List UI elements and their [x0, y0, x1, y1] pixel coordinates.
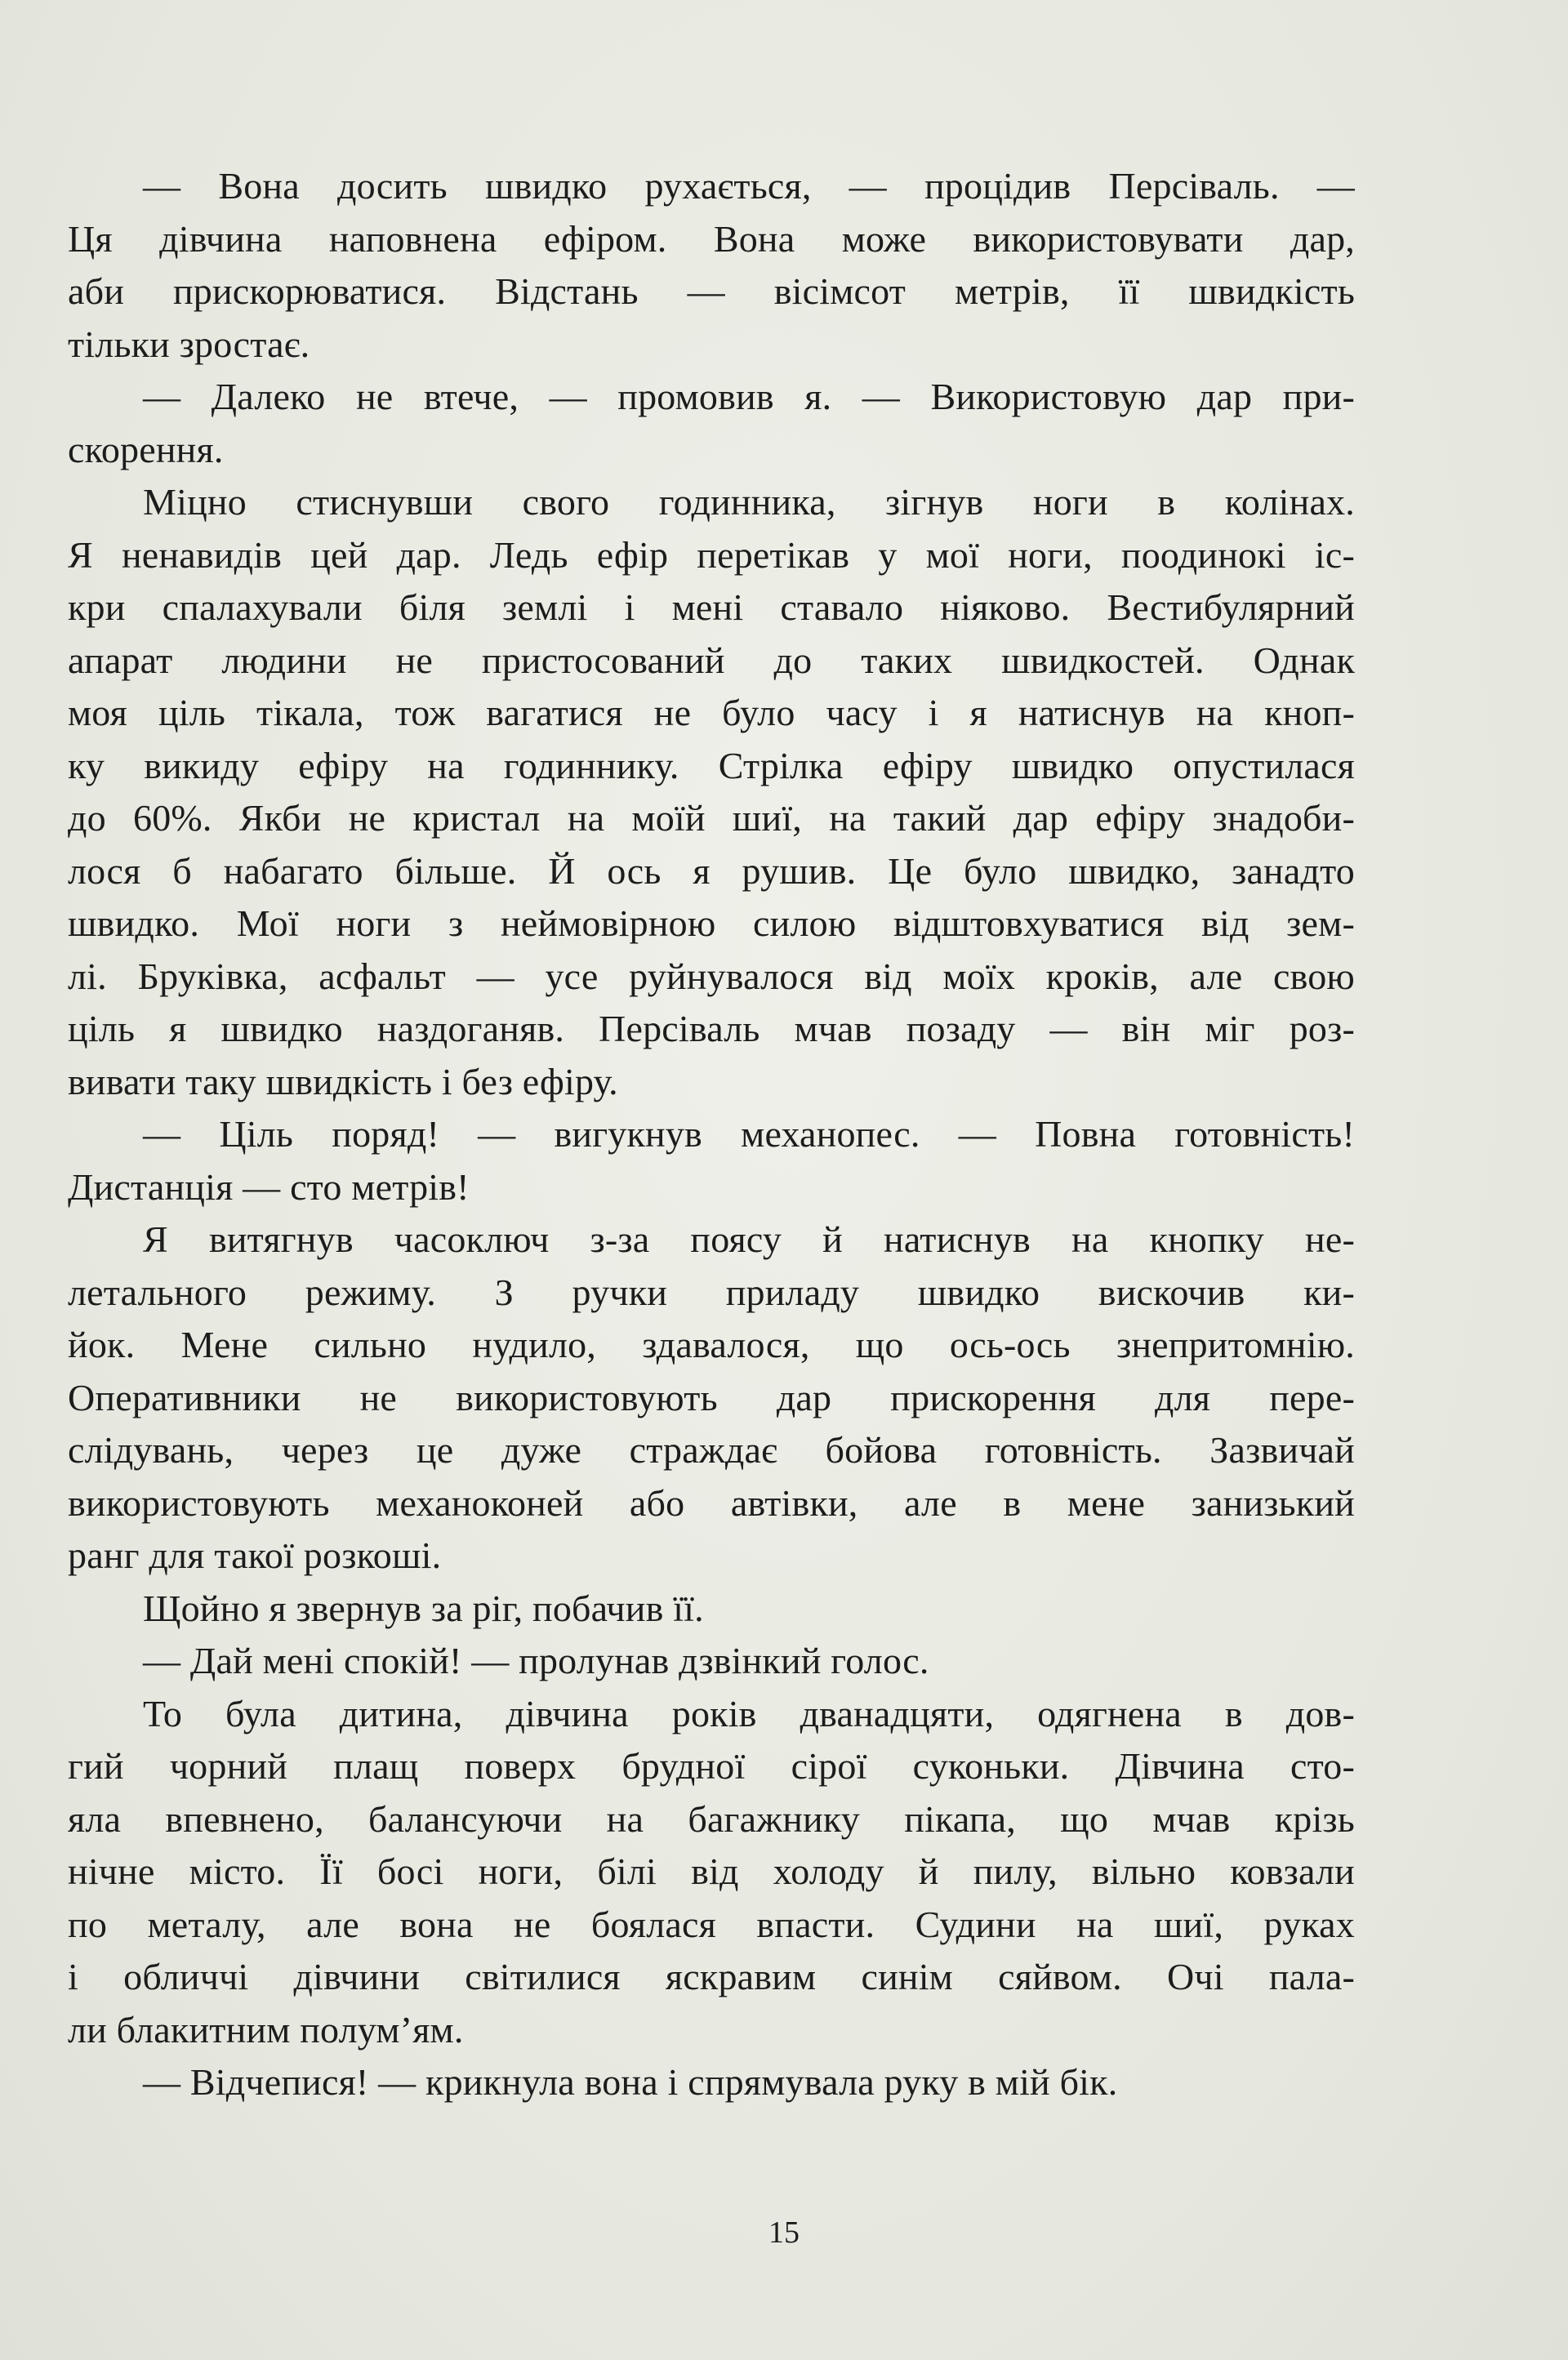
text-line: моя ціль тікала, тож вагатися не було часу і я натиснув на кноп-	[68, 692, 1355, 733]
text-line: апарат людини не пристосований до таких швидкостей. Однак	[68, 639, 1355, 681]
text-line: і обличчі дівчини світилися яскравим синім сяйвом. Очі пала-	[68, 1956, 1355, 1997]
text-line: аби прискорюватися. Відстань — вісімсот метрів, її швидкість	[68, 270, 1355, 312]
text-line: — Ціль поряд! — вигукнув механопес. — Повна готовність!	[143, 1113, 1355, 1155]
text-line: швидко. Мої ноги з неймовірною силою відштовхуватися від зем-	[68, 902, 1355, 944]
text-line: летального режиму. З ручки приладу швидко вискочив ки-	[68, 1271, 1355, 1313]
text-line: Дистанція — сто метрів!	[68, 1165, 470, 1208]
text-line: — Вона досить швидко рухається, — процідив Персіваль. —	[143, 165, 1355, 207]
text-line: Щойно я звернув за ріг, побачив її.	[143, 1587, 704, 1629]
text-line: Оперативники не використовують дар прискорення для пере-	[68, 1376, 1355, 1418]
text-line: Ця дівчина наповнена ефіром. Вона може використовувати дар,	[68, 217, 1355, 260]
text-line: ціль я швидко наздоганяв. Персіваль мчав позаду — він міг роз-	[68, 1008, 1355, 1049]
text-line: лі. Бруківка, асфальт — усе руйнувалося від моїх кроків, але свою	[68, 955, 1355, 997]
text-line: використовують механоконей або автівки, але в мене занизький	[68, 1481, 1355, 1524]
text-line: Я витягнув часоключ з-за поясу й натиснув на кнопку не-	[143, 1218, 1355, 1260]
text-line: То була дитина, дівчина років дванадцяти, одягнена в дов-	[143, 1692, 1355, 1734]
text-line: йок. Мене сильно нудило, здавалося, що ось-ось знепритомнію.	[68, 1324, 1355, 1365]
text-line: по металу, але вона не боялася впасти. Судини на шиї, руках	[68, 1903, 1355, 1945]
text-line: ку викиду ефіру на годиннику. Стрілка ефіру швидко опустилася	[68, 744, 1355, 786]
text-line: гий чорний плащ поверх брудної сірої суконьки. Дівчина сто-	[68, 1745, 1355, 1787]
text-line: лося б набагато більше. Й ось я рушив. Це було швидко, занадто	[68, 849, 1355, 892]
text-line: тільки зростає.	[68, 323, 310, 365]
text-line: кри спалахували біля землі і мені ставало ніяково. Вестибулярний	[68, 586, 1355, 628]
text-line: слідувань, через це дуже страждає бойова готовність. Зазвичай	[68, 1429, 1355, 1471]
text-line: ранг для такої розкоші.	[68, 1534, 442, 1576]
text-line: Міцно стиснувши свого годинника, зігнув ноги в колінах.	[143, 481, 1355, 523]
text-line: — Відчепися! — крикнула вона і спрямувала руку в мій бік.	[143, 2061, 1118, 2103]
book-page-text	[68, 160, 1355, 2109]
text-line: — Дай мені спокій! — пролунав дзвінкий голос.	[143, 1640, 929, 1681]
text-line: — Далеко не втече, — промовив я. — Використовую дар при-	[143, 376, 1355, 417]
text-line: ли блакитним полум’ям.	[68, 2008, 464, 2051]
text-line: яла впевнено, балансуючи на багажнику пікапа, що мчав крізь	[68, 1797, 1355, 1840]
text-line: Я ненавидів цей дар. Ледь ефір перетікав у мої ноги, поодинокі іс-	[68, 533, 1355, 576]
text-line: вивати таку швидкість і без ефіру.	[68, 1060, 618, 1102]
text-line: до 60%. Якби не кристал на моїй шиї, на такий дар ефіру знадоби-	[68, 797, 1355, 839]
page-number: 15	[768, 2215, 800, 2250]
text-line: нічне місто. Її босі ноги, білі від холоду й пилу, вільно ковзали	[68, 1850, 1355, 1892]
text-line: скорення.	[68, 428, 224, 470]
